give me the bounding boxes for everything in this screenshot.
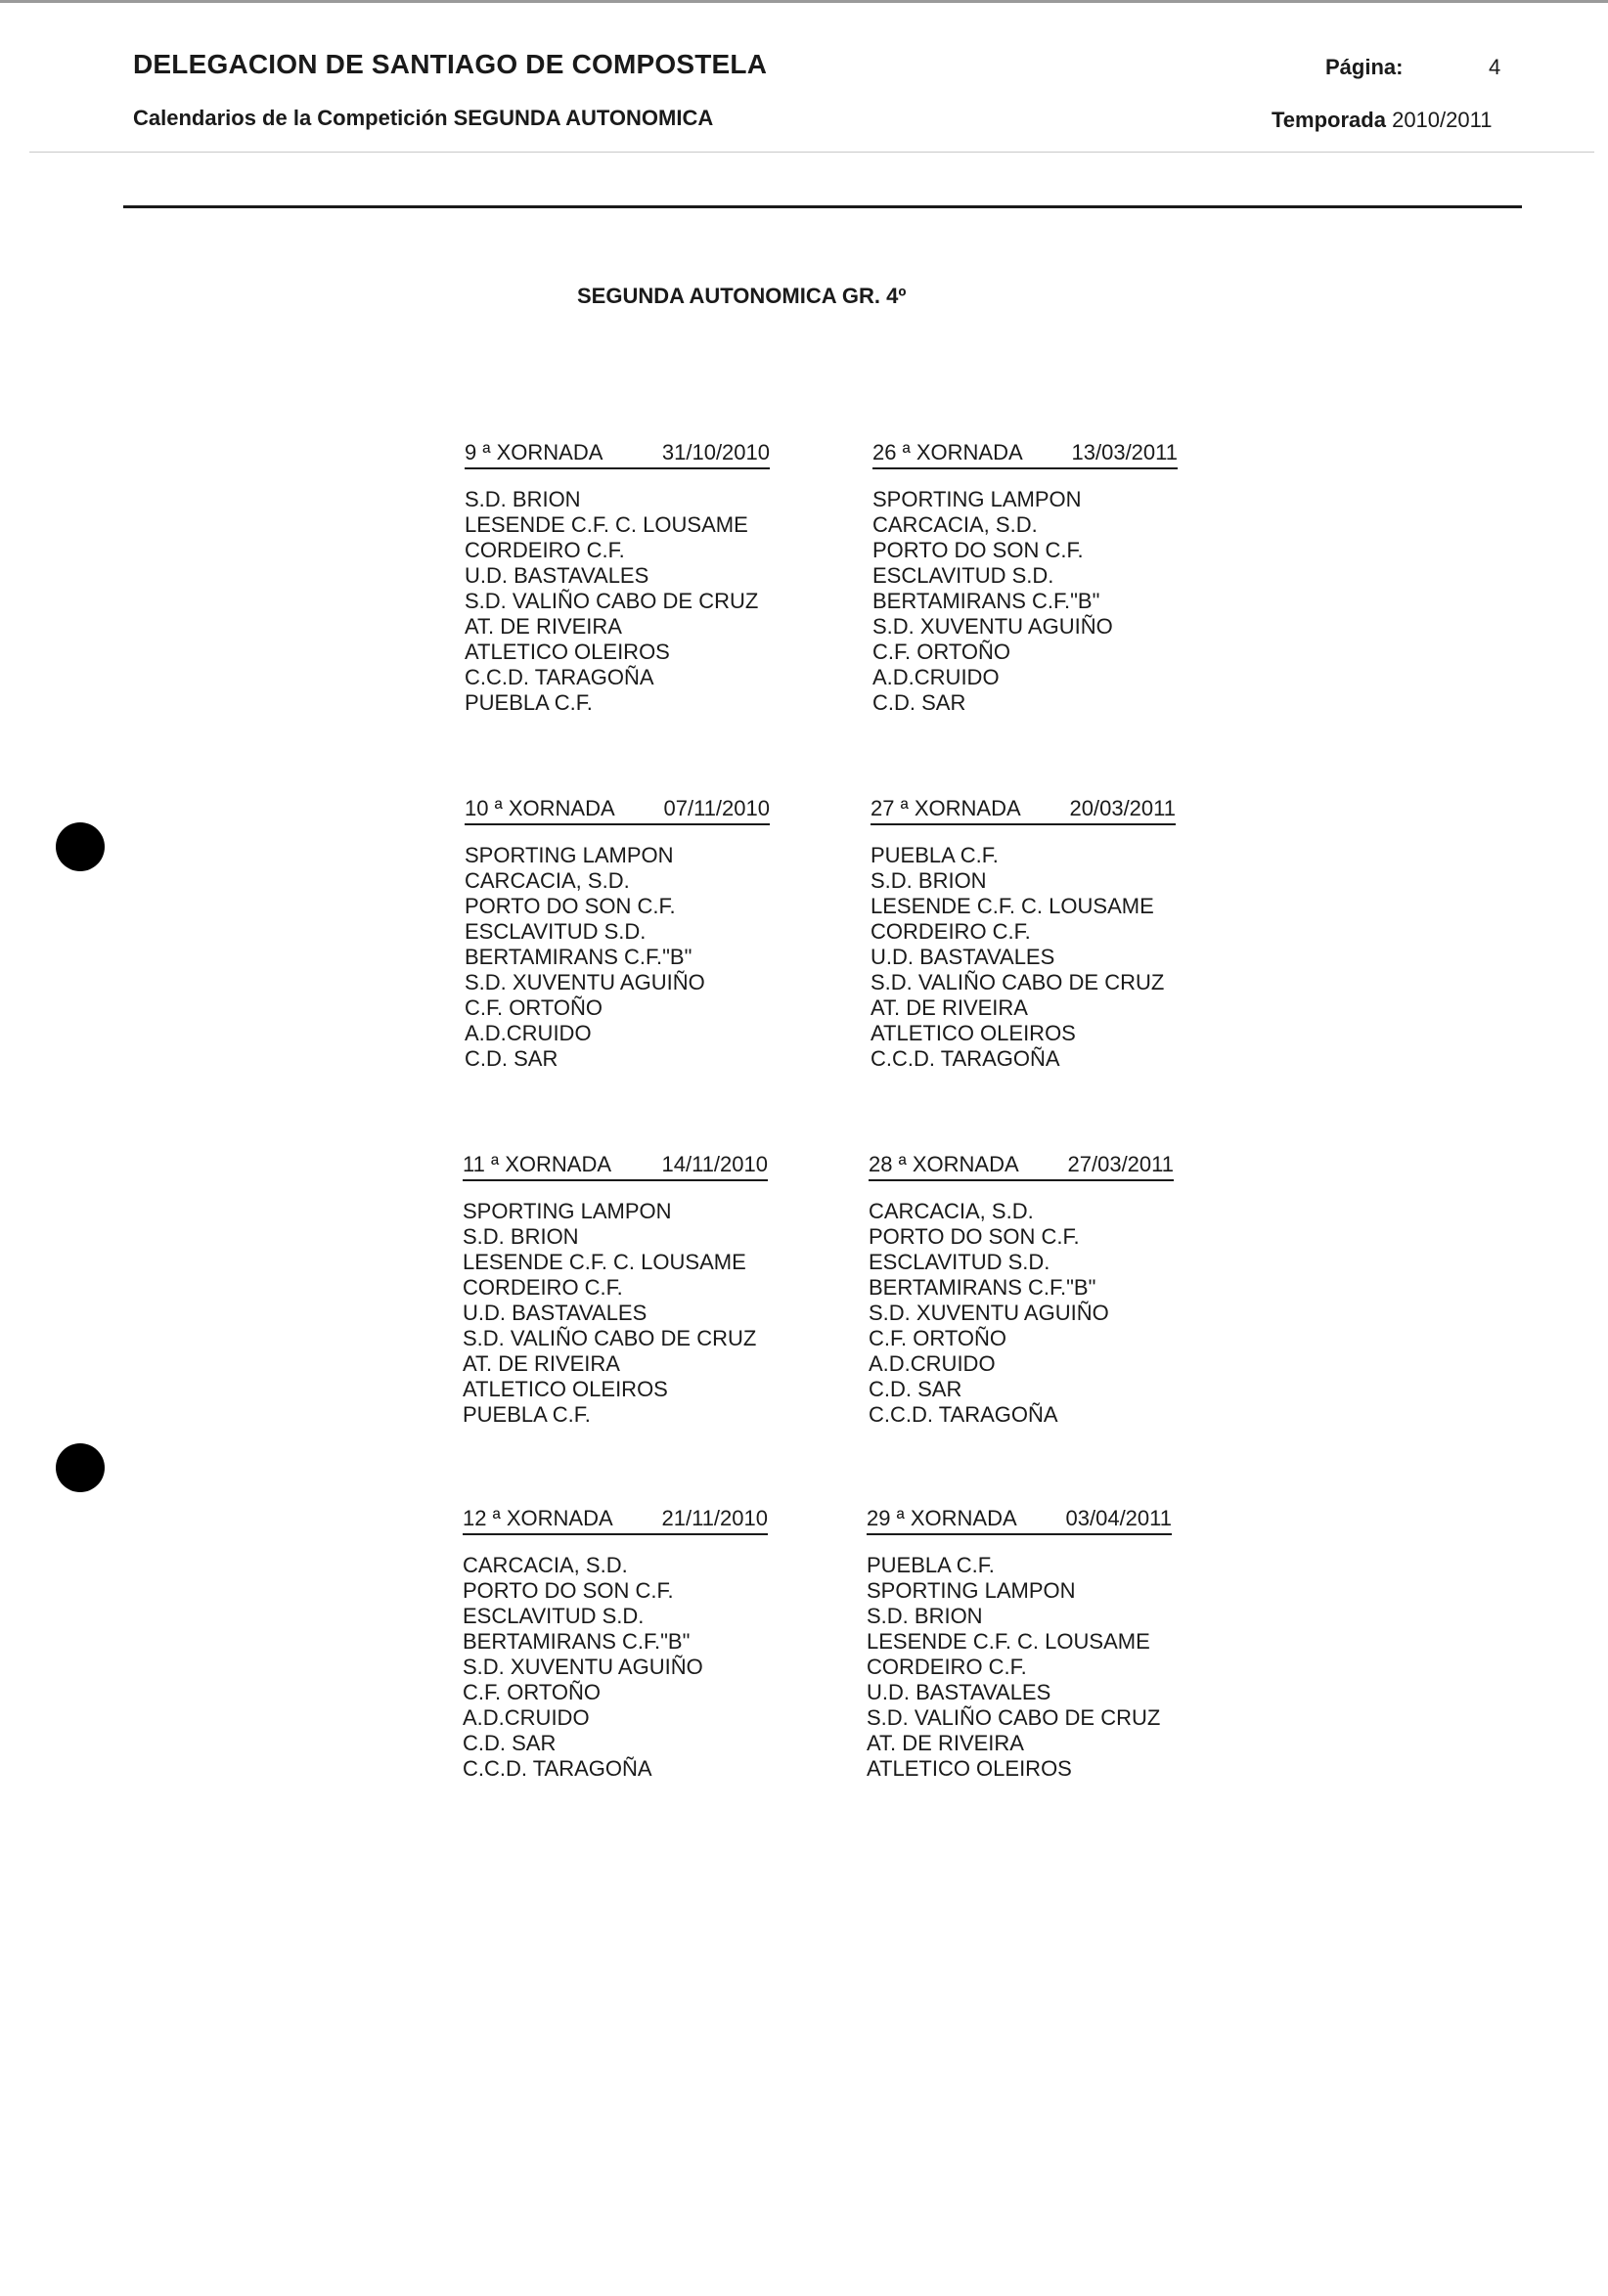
- team-item: S.D. BRION: [465, 487, 581, 511]
- round-date: 21/11/2010: [661, 1506, 768, 1530]
- team-item: U.D. BASTAVALES: [465, 563, 649, 588]
- round-label: 11 ª XORNADA: [463, 1152, 612, 1176]
- team-item: PORTO DO SON C.F.: [869, 1224, 1080, 1249]
- team-item: CARCACIA, S.D.: [869, 1199, 1034, 1223]
- punch-hole: [56, 822, 105, 871]
- team-item: C.C.D. TARAGOÑA: [463, 1756, 652, 1781]
- team-item: C.C.D. TARAGOÑA: [869, 1402, 1058, 1427]
- round-block-10: [465, 794, 770, 1072]
- season-label: Temporada: [1272, 108, 1386, 132]
- team-item: SPORTING LAMPON: [465, 843, 674, 867]
- round-label: 12 ª XORNADA: [463, 1506, 613, 1530]
- team-item: AT. DE RIVEIRA: [867, 1731, 1024, 1755]
- round-label: 27 ª XORNADA: [871, 796, 1021, 820]
- team-item: PORTO DO SON C.F.: [463, 1578, 674, 1603]
- round-date: 07/11/2010: [663, 796, 770, 820]
- team-item: ESCLAVITUD S.D.: [869, 1250, 1050, 1274]
- team-item: C.D. SAR: [872, 690, 966, 715]
- team-item: C.D. SAR: [869, 1377, 962, 1401]
- team-item: S.D. XUVENTU AGUIÑO: [872, 614, 1113, 639]
- team-list: [465, 487, 770, 716]
- round-block-29: [867, 1504, 1172, 1782]
- round-header: [465, 794, 770, 825]
- season-value: 2010/2011: [1392, 108, 1493, 132]
- team-list: [867, 1553, 1172, 1782]
- team-item: U.D. BASTAVALES: [463, 1301, 648, 1325]
- round-label: 29 ª XORNADA: [867, 1506, 1017, 1530]
- team-item: C.F. ORTOÑO: [872, 640, 1010, 664]
- team-item: AT. DE RIVEIRA: [463, 1351, 620, 1376]
- round-block-27: [871, 794, 1176, 1072]
- round-label: 9 ª XORNADA: [465, 440, 603, 464]
- round-header: [465, 438, 770, 469]
- round-header: [463, 1150, 768, 1181]
- round-date: 13/03/2011: [1071, 440, 1178, 464]
- team-list: [463, 1199, 768, 1428]
- team-item: PORTO DO SON C.F.: [465, 894, 676, 918]
- page-number: 4: [1489, 55, 1501, 79]
- team-item: S.D. VALIÑO CABO DE CRUZ: [867, 1705, 1161, 1730]
- team-item: A.D.CRUIDO: [872, 665, 1000, 689]
- team-item: U.D. BASTAVALES: [871, 945, 1055, 969]
- round-header: [872, 438, 1178, 469]
- header-divider: [29, 152, 1594, 153]
- team-item: S.D. XUVENTU AGUIÑO: [869, 1301, 1109, 1325]
- team-item: CORDEIRO C.F.: [867, 1655, 1027, 1679]
- round-label: 26 ª XORNADA: [872, 440, 1023, 464]
- team-item: BERTAMIRANS C.F."B": [465, 945, 692, 969]
- team-item: C.F. ORTOÑO: [465, 995, 603, 1020]
- team-item: ATLETICO OLEIROS: [867, 1756, 1072, 1781]
- team-item: BERTAMIRANS C.F."B": [869, 1275, 1096, 1300]
- round-header: [869, 1150, 1174, 1181]
- section-divider: [123, 205, 1522, 208]
- team-item: C.D. SAR: [463, 1731, 557, 1755]
- team-item: CARCACIA, S.D.: [463, 1553, 628, 1577]
- top-border-line: [0, 0, 1608, 3]
- team-item: A.D.CRUIDO: [869, 1351, 996, 1376]
- team-item: PORTO DO SON C.F.: [872, 538, 1084, 562]
- team-item: S.D. BRION: [463, 1224, 579, 1249]
- team-list: [869, 1199, 1174, 1428]
- team-item: PUEBLA C.F.: [463, 1402, 591, 1427]
- team-item: LESENDE C.F. C. LOUSAME: [871, 894, 1154, 918]
- team-item: SPORTING LAMPON: [463, 1199, 672, 1223]
- team-item: CARCACIA, S.D.: [465, 868, 630, 893]
- round-label: 10 ª XORNADA: [465, 796, 615, 820]
- round-date: 03/04/2011: [1065, 1506, 1172, 1530]
- team-item: LESENDE C.F. C. LOUSAME: [463, 1250, 746, 1274]
- round-header: [871, 794, 1176, 825]
- team-item: PUEBLA C.F.: [867, 1553, 995, 1577]
- team-item: ATLETICO OLEIROS: [465, 640, 670, 664]
- team-item: CARCACIA, S.D.: [872, 512, 1038, 537]
- team-item: C.F. ORTOÑO: [869, 1326, 1006, 1350]
- team-item: AT. DE RIVEIRA: [465, 614, 622, 639]
- team-item: S.D. VALIÑO CABO DE CRUZ: [871, 970, 1165, 994]
- team-item: ESCLAVITUD S.D.: [463, 1604, 645, 1628]
- team-item: CORDEIRO C.F.: [871, 919, 1031, 944]
- round-header: [867, 1504, 1172, 1535]
- team-item: C.D. SAR: [465, 1046, 558, 1071]
- team-item: U.D. BASTAVALES: [867, 1680, 1051, 1704]
- round-header: [463, 1504, 768, 1535]
- team-item: LESENDE C.F. C. LOUSAME: [867, 1629, 1150, 1654]
- team-item: S.D. XUVENTU AGUIÑO: [463, 1655, 703, 1679]
- round-label: 28 ª XORNADA: [869, 1152, 1019, 1176]
- organization-title: DELEGACION DE SANTIAGO DE COMPOSTELA: [133, 49, 768, 79]
- punch-hole: [56, 1443, 105, 1492]
- team-item: CORDEIRO C.F.: [463, 1275, 623, 1300]
- team-item: ESCLAVITUD S.D.: [872, 563, 1054, 588]
- round-block-12: [463, 1504, 768, 1782]
- team-item: A.D.CRUIDO: [463, 1705, 590, 1730]
- team-item: C.C.D. TARAGOÑA: [871, 1046, 1060, 1071]
- round-block-26: [872, 438, 1178, 716]
- round-date: 20/03/2011: [1069, 796, 1176, 820]
- team-item: C.C.D. TARAGOÑA: [465, 665, 654, 689]
- page-label: Página:: [1325, 55, 1404, 79]
- round-date: 31/10/2010: [661, 440, 770, 464]
- team-item: SPORTING LAMPON: [872, 487, 1082, 511]
- team-item: ATLETICO OLEIROS: [463, 1377, 668, 1401]
- round-block-11: [463, 1150, 768, 1428]
- season-info: [1272, 108, 1492, 133]
- team-list: [463, 1553, 768, 1782]
- team-list: [871, 843, 1176, 1072]
- team-item: S.D. VALIÑO CABO DE CRUZ: [463, 1326, 757, 1350]
- team-item: S.D. XUVENTU AGUIÑO: [465, 970, 705, 994]
- team-item: PUEBLA C.F.: [465, 690, 593, 715]
- group-title: SEGUNDA AUTONOMICA GR. 4º: [577, 284, 907, 308]
- team-item: LESENDE C.F. C. LOUSAME: [465, 512, 748, 537]
- team-item: S.D. VALIÑO CABO DE CRUZ: [465, 589, 759, 613]
- team-item: A.D.CRUIDO: [465, 1021, 592, 1045]
- round-block-9: [465, 438, 770, 716]
- team-item: SPORTING LAMPON: [867, 1578, 1076, 1603]
- competition-subtitle: Calendarios de la Competición SEGUNDA AUTONOMICA: [133, 106, 714, 130]
- team-item: ATLETICO OLEIROS: [871, 1021, 1076, 1045]
- team-item: S.D. BRION: [871, 868, 987, 893]
- round-date: 27/03/2011: [1067, 1152, 1174, 1176]
- team-item: CORDEIRO C.F.: [465, 538, 625, 562]
- team-item: PUEBLA C.F.: [871, 843, 999, 867]
- team-item: S.D. BRION: [867, 1604, 983, 1628]
- team-item: ESCLAVITUD S.D.: [465, 919, 647, 944]
- team-list: [872, 487, 1178, 716]
- team-list: [465, 843, 770, 1072]
- round-date: 14/11/2010: [661, 1152, 768, 1176]
- round-block-28: [869, 1150, 1174, 1428]
- team-item: BERTAMIRANS C.F."B": [463, 1629, 691, 1654]
- team-item: AT. DE RIVEIRA: [871, 995, 1028, 1020]
- team-item: C.F. ORTOÑO: [463, 1680, 601, 1704]
- team-item: BERTAMIRANS C.F."B": [872, 589, 1100, 613]
